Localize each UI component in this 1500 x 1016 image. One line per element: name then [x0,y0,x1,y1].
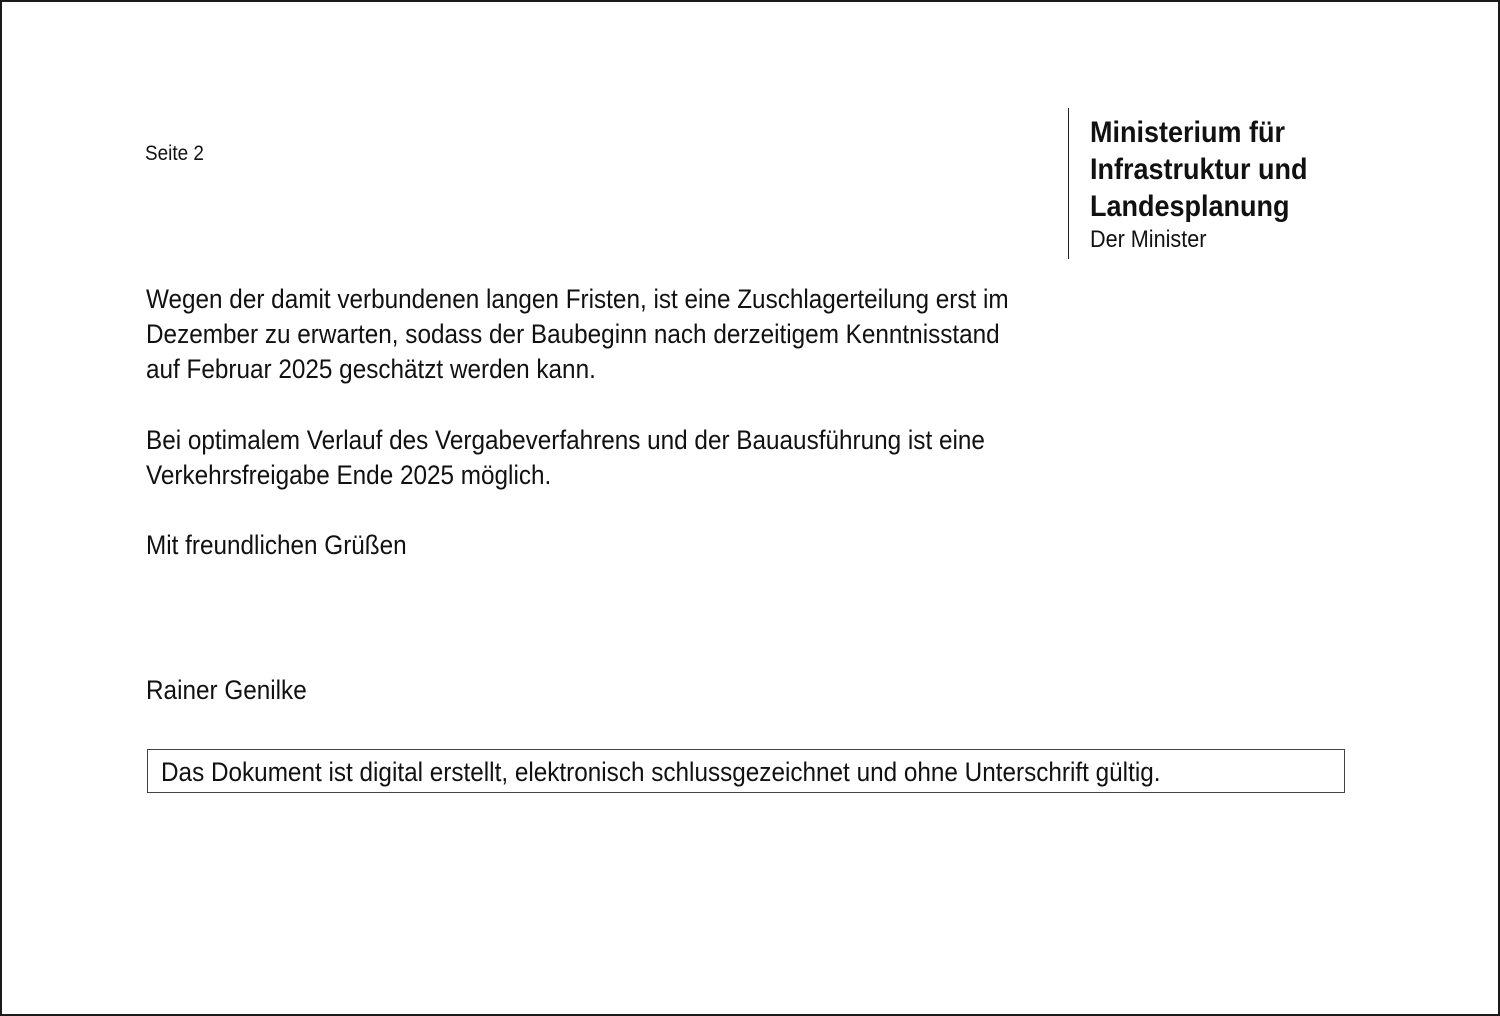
text-line: Bei optimalem Verlauf des Vergabeverfahrens und der Bauausführung ist eine [146,425,985,455]
paragraph-schedule [146,282,1009,387]
ministry-name-line: Landesplanung [1090,190,1290,223]
ministry-name-line: Infrastruktur und [1090,153,1308,186]
paragraph-traffic-release [146,423,985,493]
letterhead [1068,108,1368,259]
text-line: Dezember zu erwarten, sodass der Baubeginn nach derzeitigem Kenntnisstand [146,319,1000,349]
ministry-role: Der Minister [1090,226,1207,253]
text-line: Verkehrsfreigabe Ende 2025 möglich. [146,460,552,490]
signer-name: Rainer Genilke [146,675,307,705]
text-line: auf Februar 2025 geschätzt werden kann. [146,354,596,384]
text-line: Wegen der damit verbundenen langen Fristen, ist eine Zuschlagerteilung erst im [146,284,1009,314]
closing-salutation: Mit freundlichen Grüßen [146,530,407,560]
ministry-name [1090,114,1340,225]
digital-signature-notice [147,749,1345,793]
notice-text: Das Dokument ist digital erstellt, elektronisch schlussgezeichnet und ohne Unterschrift gültig. [161,757,1161,787]
ministry-name-line: Ministerium für [1090,116,1286,149]
page-number: Seite 2 [145,142,204,165]
